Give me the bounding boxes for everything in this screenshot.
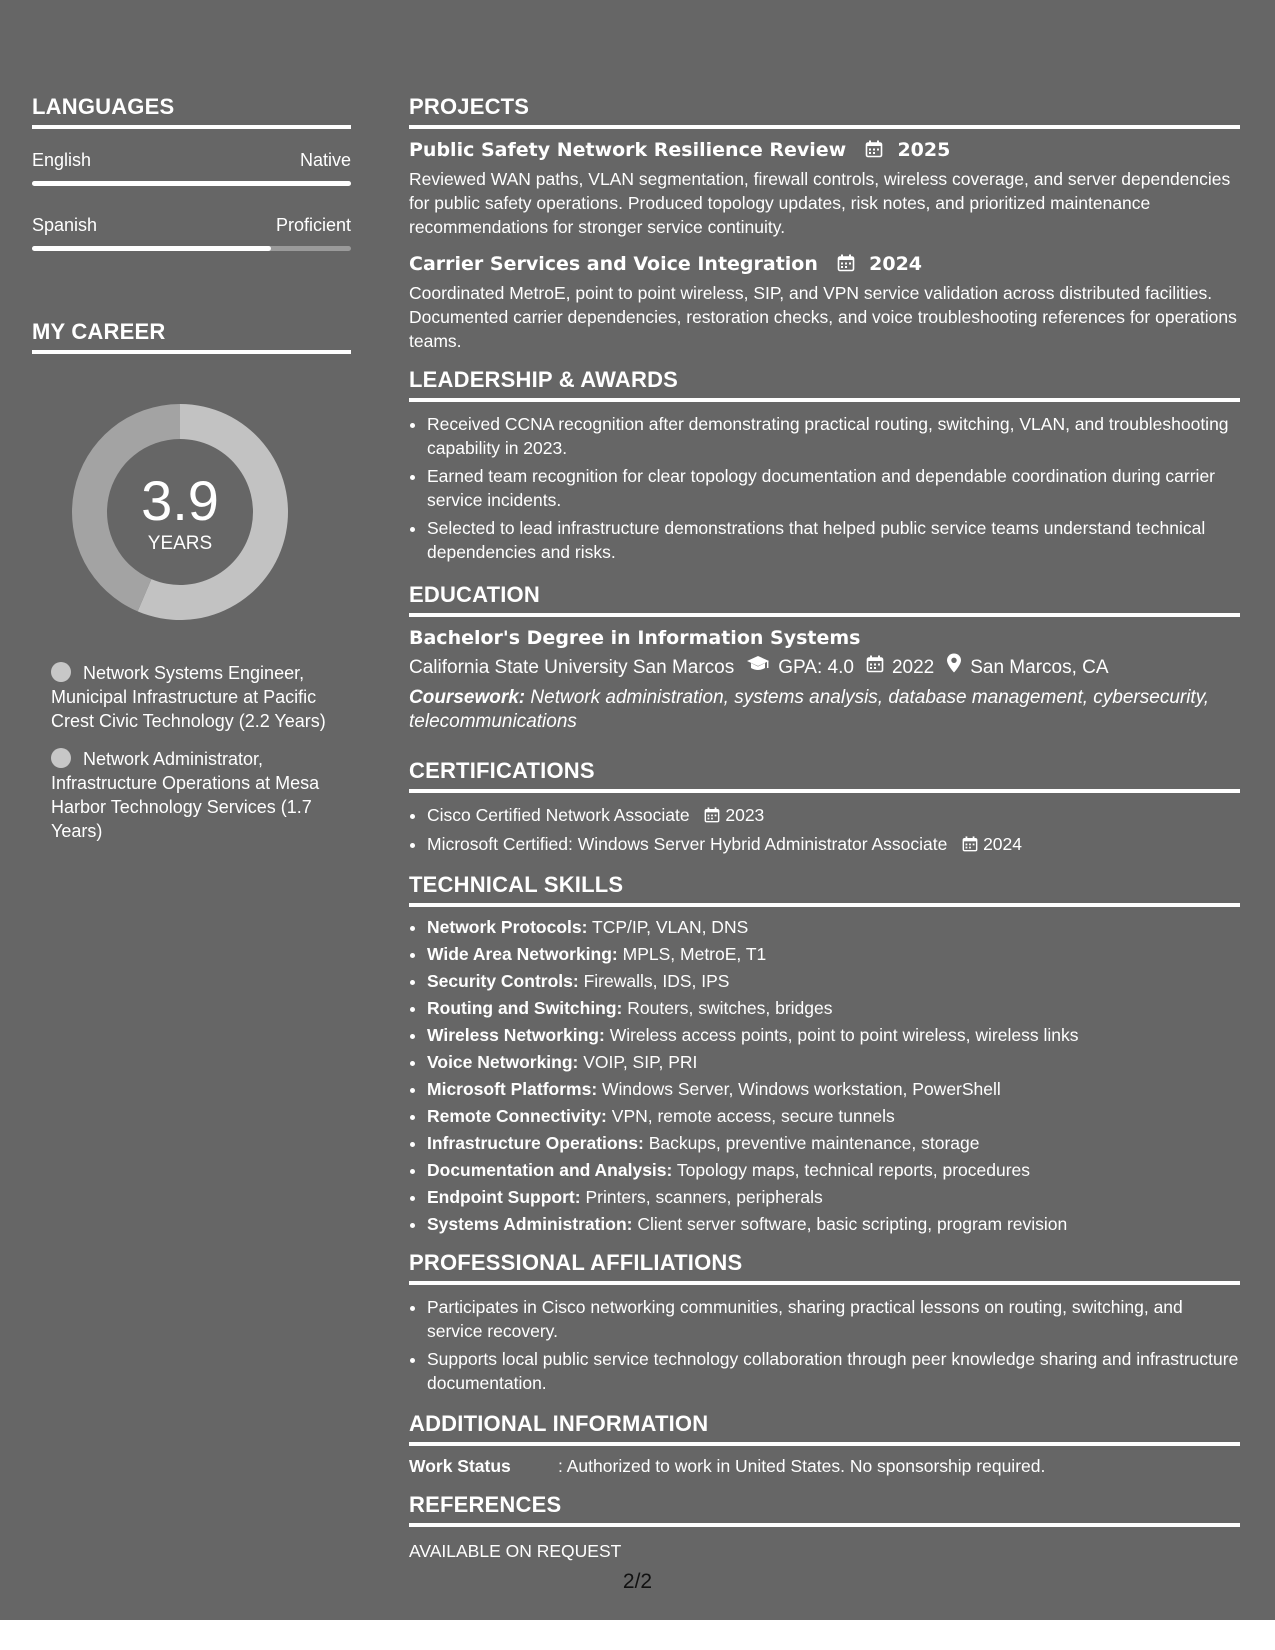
skill-label: Documentation and Analysis: xyxy=(427,1160,673,1180)
skill-item xyxy=(427,1131,1240,1155)
language-bar xyxy=(32,246,351,251)
skill-value: TCP/IP, VLAN, DNS xyxy=(592,917,749,937)
skills-title: TECHNICAL SKILLS xyxy=(409,872,1240,907)
skill-item xyxy=(427,1158,1240,1182)
certification-year: 2024 xyxy=(983,834,1022,854)
career-item-text: Network Administrator, Infrastructure Operations at Mesa Harbor Technology Services (1.7 Years) xyxy=(51,749,320,841)
skill-value: Windows Server, Windows workstation, PowerShell xyxy=(602,1079,1001,1099)
education-title: EDUCATION xyxy=(409,582,1240,617)
work-status-value: : Authorized to work in United States. No sponsorship required. xyxy=(558,1456,1046,1476)
career-list xyxy=(51,661,341,843)
projects-section xyxy=(409,94,1240,353)
education-school: California State University San Marcos xyxy=(409,656,735,678)
skill-label: Systems Administration: xyxy=(427,1214,633,1234)
education-location: San Marcos, CA xyxy=(970,656,1109,678)
education-year: 2022 xyxy=(891,656,935,678)
affiliations-section xyxy=(409,1250,1240,1395)
skill-label: Wireless Networking: xyxy=(427,1025,605,1045)
career-item xyxy=(51,747,341,843)
page-number: 2/2 xyxy=(622,1570,653,1593)
language-name: English xyxy=(32,150,92,170)
project-item xyxy=(409,251,1240,353)
right-column xyxy=(409,94,1240,1577)
leadership-section xyxy=(409,367,1240,564)
work-status-label: Work Status xyxy=(409,1456,511,1476)
additional-section xyxy=(409,1411,1240,1478)
skill-label: Remote Connectivity: xyxy=(427,1106,607,1126)
language-item xyxy=(32,214,351,251)
language-level: Proficient xyxy=(275,215,351,235)
skill-value: MPLS, MetroE, T1 xyxy=(622,944,767,964)
skill-value: Printers, scanners, peripherals xyxy=(585,1187,823,1207)
skill-label: Wide Area Networking: xyxy=(427,944,618,964)
calendar-icon xyxy=(962,834,978,858)
project-description: Reviewed WAN paths, VLAN segmentation, firewall controls, wireless coverage, and server dependencies for public safety operations. Produced topology updates, risk notes, and prioritized maintenance recommendations for stronger service continuity. xyxy=(409,169,1231,237)
skill-item xyxy=(427,1212,1240,1236)
skill-label: Infrastructure Operations: xyxy=(427,1133,644,1153)
skill-item xyxy=(427,1050,1240,1074)
project-year: 2025 xyxy=(897,139,951,161)
language-name: Spanish xyxy=(32,215,98,235)
skill-value: Backups, preventive maintenance, storage xyxy=(648,1133,980,1153)
skill-value: Routers, switches, bridges xyxy=(627,998,833,1018)
calendar-icon xyxy=(837,253,855,279)
education-details xyxy=(409,653,1240,682)
languages-title: LANGUAGES xyxy=(32,94,351,129)
language-level: Native xyxy=(299,150,351,170)
leadership-item: • Earned team recognition for clear topology documentation and dependable coordination during carrier service incidents. xyxy=(427,464,1240,512)
leadership-item: • Received CCNA recognition after demonstrating practical routing, switching, VLAN, and troubleshooting capability in 2023. xyxy=(427,412,1240,460)
certification-name: Cisco Certified Network Associate xyxy=(427,805,690,825)
certification-item xyxy=(427,803,1240,829)
skill-value: Topology maps, technical reports, procedures xyxy=(676,1160,1031,1180)
career-dot-icon xyxy=(51,748,71,768)
affiliations-title: PROFESSIONAL AFFILIATIONS xyxy=(409,1250,1240,1285)
skill-item xyxy=(427,1077,1240,1101)
project-year: 2024 xyxy=(869,253,923,275)
affiliation-item: • Supports local public service technology collaboration through peer knowledge sharing and infrastructure documentation. xyxy=(427,1347,1240,1395)
coursework-text: Network administration, systems analysis, database management, cybersecurity, telecommunications xyxy=(409,687,1210,732)
skill-label: Security Controls: xyxy=(427,971,579,991)
skill-label: Endpoint Support: xyxy=(427,1187,581,1207)
career-dot-icon xyxy=(51,662,71,682)
skill-item xyxy=(427,996,1240,1020)
education-section xyxy=(409,582,1240,734)
skill-item xyxy=(427,915,1240,939)
language-item xyxy=(32,149,351,186)
skill-item xyxy=(427,942,1240,966)
left-column xyxy=(32,94,351,857)
project-name: Public Safety Network Resilience Review xyxy=(409,139,847,161)
skill-item xyxy=(427,1104,1240,1128)
skill-item xyxy=(427,1023,1240,1047)
language-bar xyxy=(32,181,351,186)
project-name: Carrier Services and Voice Integration xyxy=(409,253,818,275)
work-status xyxy=(409,1454,1240,1478)
skill-value: Wireless access points, point to point wireless, wireless links xyxy=(609,1025,1079,1045)
graduation-cap-icon xyxy=(746,654,778,682)
skills-list xyxy=(409,915,1240,1236)
references-text: AVAILABLE ON REQUEST xyxy=(409,1541,622,1561)
certification-year: 2023 xyxy=(725,805,765,825)
certifications-section xyxy=(409,758,1240,858)
references-section xyxy=(409,1492,1240,1563)
skill-label: Microsoft Platforms: xyxy=(427,1079,598,1099)
language-bar-fill xyxy=(32,181,351,186)
skill-item xyxy=(427,1185,1240,1209)
leadership-item: • Selected to lead infrastructure demonstrations that helped public service teams understand technical dependencies and risks. xyxy=(427,516,1240,564)
language-bar-fill xyxy=(32,246,271,251)
project-description: Coordinated MetroE, point to point wireless, SIP, and VPN service validation across distributed facilities. Documented carrier dependencies, restoration checks, and voice troubleshooting references for operations teams. xyxy=(409,283,1237,351)
map-pin-icon xyxy=(946,653,970,682)
education-gpa: GPA: 4.0 xyxy=(778,656,854,678)
additional-title: ADDITIONAL INFORMATION xyxy=(409,1411,1240,1446)
career-title: MY CAREER xyxy=(32,319,351,354)
skill-value: VOIP, SIP, PRI xyxy=(583,1052,698,1072)
career-total-years: 3.9 xyxy=(141,469,219,532)
certification-item xyxy=(427,832,1240,858)
career-item xyxy=(51,661,341,733)
skill-label: Network Protocols: xyxy=(427,917,588,937)
certifications-title: CERTIFICATIONS xyxy=(409,758,1240,793)
skill-value: Firewalls, IDS, IPS xyxy=(583,971,730,991)
career-donut-chart xyxy=(67,399,293,625)
coursework-label: Coursework: xyxy=(409,687,526,708)
projects-title: PROJECTS xyxy=(409,94,1240,129)
skill-label: Voice Networking: xyxy=(427,1052,579,1072)
skill-label: Routing and Switching: xyxy=(427,998,623,1018)
affiliation-item: • Participates in Cisco networking communities, sharing practical lessons on routing, switching, and service recovery. xyxy=(427,1295,1240,1343)
calendar-icon xyxy=(866,654,892,682)
career-years-unit: YEARS xyxy=(147,533,213,554)
education-coursework xyxy=(409,686,1240,734)
calendar-icon xyxy=(704,805,720,829)
calendar-icon xyxy=(865,139,883,165)
skills-section xyxy=(409,872,1240,1236)
skill-value: Client server software, basic scripting, program revision xyxy=(637,1214,1068,1234)
education-degree: Bachelor's Degree in Information Systems xyxy=(409,627,861,649)
skill-item xyxy=(427,969,1240,993)
references-title: REFERENCES xyxy=(409,1492,1240,1527)
skill-value: VPN, remote access, secure tunnels xyxy=(611,1106,895,1126)
project-item xyxy=(409,137,1240,239)
career-item-text: Network Systems Engineer, Municipal Infrastructure at Pacific Crest Civic Technology (2.2 Years) xyxy=(51,663,326,731)
certification-name: Microsoft Certified: Windows Server Hybrid Administrator Associate xyxy=(427,834,948,854)
leadership-title: LEADERSHIP & AWARDS xyxy=(409,367,1240,402)
